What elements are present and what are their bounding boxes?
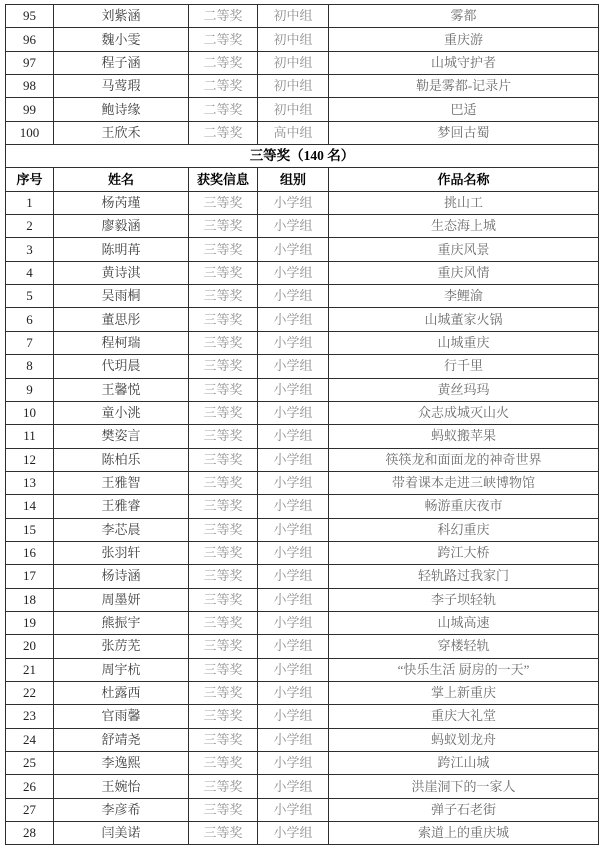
rank-cell: 26 xyxy=(6,775,54,798)
name-cell: 魏小雯 xyxy=(54,28,189,51)
name-cell: 王婉怡 xyxy=(54,775,189,798)
group-cell: 小学组 xyxy=(258,215,329,238)
rank-cell: 20 xyxy=(6,635,54,658)
work-cell: 勒是雾都-记录片 xyxy=(329,75,599,98)
rank-cell: 98 xyxy=(6,75,54,98)
table-row xyxy=(6,565,599,588)
name-cell: 张苈芜 xyxy=(54,635,189,658)
group-cell: 高中组 xyxy=(258,121,329,144)
award-cell: 三等奖 xyxy=(189,752,258,775)
rank-cell: 95 xyxy=(6,5,54,28)
rank-cell: 3 xyxy=(6,238,54,261)
group-cell: 小学组 xyxy=(258,705,329,728)
name-cell: 王欣禾 xyxy=(54,121,189,144)
table-row xyxy=(6,355,599,378)
table-row xyxy=(6,822,599,845)
name-cell: 陈柏乐 xyxy=(54,448,189,471)
award-cell: 二等奖 xyxy=(189,75,258,98)
name-cell: 官雨馨 xyxy=(54,705,189,728)
name-cell: 王雅智 xyxy=(54,471,189,494)
rank-cell: 97 xyxy=(6,51,54,74)
work-cell: 轻轨路过我家门 xyxy=(329,565,599,588)
table-row xyxy=(6,98,599,121)
rank-cell: 5 xyxy=(6,285,54,308)
rank-cell: 23 xyxy=(6,705,54,728)
name-cell: 周宇杭 xyxy=(54,658,189,681)
work-cell: 众志成城灭山火 xyxy=(329,401,599,424)
rank-cell: 10 xyxy=(6,401,54,424)
name-cell: 代玥晨 xyxy=(54,355,189,378)
work-cell: 蚂蚁划龙舟 xyxy=(329,728,599,751)
rank-cell: 2 xyxy=(6,215,54,238)
group-cell: 小学组 xyxy=(258,541,329,564)
rank-cell: 25 xyxy=(6,752,54,775)
work-cell: 李鲤渝 xyxy=(329,285,599,308)
second-prize-rows xyxy=(6,5,599,145)
table-row xyxy=(6,752,599,775)
award-cell: 二等奖 xyxy=(189,5,258,28)
award-cell: 三等奖 xyxy=(189,355,258,378)
group-cell: 小学组 xyxy=(258,425,329,448)
name-cell: 黄诗淇 xyxy=(54,261,189,284)
group-cell: 初中组 xyxy=(258,98,329,121)
table-row xyxy=(6,705,599,728)
work-cell: 畅游重庆夜市 xyxy=(329,495,599,518)
table-row xyxy=(6,285,599,308)
table-row xyxy=(6,518,599,541)
work-cell: 弹子石老街 xyxy=(329,798,599,821)
award-cell: 三等奖 xyxy=(189,588,258,611)
rank-cell: 8 xyxy=(6,355,54,378)
rank-cell: 9 xyxy=(6,378,54,401)
name-cell: 周墨妍 xyxy=(54,588,189,611)
column-header-award: 获奖信息 xyxy=(189,168,258,191)
work-cell: 掌上新重庆 xyxy=(329,681,599,704)
name-cell: 李彦希 xyxy=(54,798,189,821)
group-cell: 小学组 xyxy=(258,308,329,331)
award-cell: 三等奖 xyxy=(189,798,258,821)
name-cell: 李芯晨 xyxy=(54,518,189,541)
table-row xyxy=(6,5,599,28)
award-cell: 三等奖 xyxy=(189,331,258,354)
award-cell: 三等奖 xyxy=(189,191,258,214)
group-cell: 小学组 xyxy=(258,471,329,494)
table-row xyxy=(6,611,599,634)
rank-cell: 96 xyxy=(6,28,54,51)
group-cell: 小学组 xyxy=(258,775,329,798)
table-row xyxy=(6,588,599,611)
table-row xyxy=(6,191,599,214)
award-cell: 三等奖 xyxy=(189,308,258,331)
award-cell: 三等奖 xyxy=(189,215,258,238)
work-cell: 山城守护者 xyxy=(329,51,599,74)
group-cell: 小学组 xyxy=(258,752,329,775)
name-cell: 李逸熙 xyxy=(54,752,189,775)
third-prize-rows xyxy=(6,191,599,845)
award-cell: 三等奖 xyxy=(189,238,258,261)
work-cell: 挑山工 xyxy=(329,191,599,214)
name-cell: 王馨悦 xyxy=(54,378,189,401)
name-cell: 吴雨桐 xyxy=(54,285,189,308)
table-row xyxy=(6,121,599,144)
column-header-row xyxy=(6,168,599,191)
work-cell: 重庆游 xyxy=(329,28,599,51)
rank-cell: 6 xyxy=(6,308,54,331)
name-cell: 鲍诗缘 xyxy=(54,98,189,121)
section-header-row xyxy=(6,145,599,168)
rank-cell: 22 xyxy=(6,681,54,704)
rank-cell: 17 xyxy=(6,565,54,588)
work-cell: 黄丝玛玛 xyxy=(329,378,599,401)
work-cell: 行千里 xyxy=(329,355,599,378)
award-cell: 三等奖 xyxy=(189,378,258,401)
award-cell: 三等奖 xyxy=(189,728,258,751)
work-cell: 筷筷龙和面面龙的神奇世界 xyxy=(329,448,599,471)
group-cell: 初中组 xyxy=(258,28,329,51)
rank-cell: 18 xyxy=(6,588,54,611)
award-cell: 三等奖 xyxy=(189,425,258,448)
name-cell: 陈明苒 xyxy=(54,238,189,261)
column-header-name: 姓名 xyxy=(54,168,189,191)
column-header-group: 组别 xyxy=(258,168,329,191)
awards-table xyxy=(5,4,599,845)
award-cell: 三等奖 xyxy=(189,565,258,588)
rank-cell: 1 xyxy=(6,191,54,214)
award-cell: 三等奖 xyxy=(189,541,258,564)
column-header-rank: 序号 xyxy=(6,168,54,191)
table-row xyxy=(6,401,599,424)
award-cell: 三等奖 xyxy=(189,261,258,284)
table-row xyxy=(6,775,599,798)
group-cell: 小学组 xyxy=(258,798,329,821)
award-cell: 三等奖 xyxy=(189,705,258,728)
table-row xyxy=(6,215,599,238)
group-cell: 小学组 xyxy=(258,331,329,354)
group-cell: 小学组 xyxy=(258,611,329,634)
rank-cell: 11 xyxy=(6,425,54,448)
name-cell: 杨芮瑾 xyxy=(54,191,189,214)
award-cell: 三等奖 xyxy=(189,401,258,424)
rank-cell: 12 xyxy=(6,448,54,471)
name-cell: 童小洮 xyxy=(54,401,189,424)
group-cell: 小学组 xyxy=(258,681,329,704)
award-cell: 三等奖 xyxy=(189,611,258,634)
name-cell: 王雅睿 xyxy=(54,495,189,518)
rank-cell: 19 xyxy=(6,611,54,634)
work-cell: 山城重庆 xyxy=(329,331,599,354)
table-row xyxy=(6,635,599,658)
award-cell: 三等奖 xyxy=(189,518,258,541)
rank-cell: 13 xyxy=(6,471,54,494)
name-cell: 董思彤 xyxy=(54,308,189,331)
table-row xyxy=(6,541,599,564)
work-cell: 重庆风景 xyxy=(329,238,599,261)
work-cell: 带着课本走进三峡博物馆 xyxy=(329,471,599,494)
group-cell: 小学组 xyxy=(258,285,329,308)
group-cell: 小学组 xyxy=(258,822,329,845)
table-row xyxy=(6,51,599,74)
award-cell: 二等奖 xyxy=(189,121,258,144)
rank-cell: 15 xyxy=(6,518,54,541)
group-cell: 小学组 xyxy=(258,658,329,681)
rank-cell: 7 xyxy=(6,331,54,354)
table-row xyxy=(6,495,599,518)
group-cell: 小学组 xyxy=(258,565,329,588)
name-cell: 熊振宇 xyxy=(54,611,189,634)
work-cell: 雾都 xyxy=(329,5,599,28)
award-cell: 二等奖 xyxy=(189,28,258,51)
name-cell: 程柯瑞 xyxy=(54,331,189,354)
table-row xyxy=(6,728,599,751)
rank-cell: 28 xyxy=(6,822,54,845)
rank-cell: 16 xyxy=(6,541,54,564)
table-row xyxy=(6,425,599,448)
work-cell: 梦回古蜀 xyxy=(329,121,599,144)
work-cell: 李子坝轻轨 xyxy=(329,588,599,611)
award-cell: 三等奖 xyxy=(189,471,258,494)
name-cell: 马莺瑕 xyxy=(54,75,189,98)
award-cell: 二等奖 xyxy=(189,51,258,74)
rank-cell: 100 xyxy=(6,121,54,144)
name-cell: 张羽轩 xyxy=(54,541,189,564)
work-cell: 蚂蚁搬苹果 xyxy=(329,425,599,448)
work-cell: 索道上的重庆城 xyxy=(329,822,599,845)
work-cell: 科幻重庆 xyxy=(329,518,599,541)
group-cell: 小学组 xyxy=(258,518,329,541)
group-cell: 小学组 xyxy=(258,635,329,658)
award-cell: 三等奖 xyxy=(189,822,258,845)
rank-cell: 14 xyxy=(6,495,54,518)
name-cell: 闫美诺 xyxy=(54,822,189,845)
rank-cell: 21 xyxy=(6,658,54,681)
rank-cell: 99 xyxy=(6,98,54,121)
work-cell: 重庆大礼堂 xyxy=(329,705,599,728)
rank-cell: 27 xyxy=(6,798,54,821)
table-row xyxy=(6,238,599,261)
award-cell: 三等奖 xyxy=(189,448,258,471)
name-cell: 刘紫涵 xyxy=(54,5,189,28)
work-cell: 跨江大桥 xyxy=(329,541,599,564)
award-cell: 三等奖 xyxy=(189,285,258,308)
work-cell: 穿楼轻轨 xyxy=(329,635,599,658)
group-cell: 小学组 xyxy=(258,191,329,214)
group-cell: 小学组 xyxy=(258,238,329,261)
work-cell: 洪崖洞下的一家人 xyxy=(329,775,599,798)
table-row xyxy=(6,308,599,331)
table-row xyxy=(6,28,599,51)
table-row xyxy=(6,471,599,494)
group-cell: 小学组 xyxy=(258,261,329,284)
work-cell: 生态海上城 xyxy=(329,215,599,238)
table-row xyxy=(6,798,599,821)
group-cell: 初中组 xyxy=(258,5,329,28)
award-cell: 二等奖 xyxy=(189,98,258,121)
table-row xyxy=(6,681,599,704)
table-row xyxy=(6,75,599,98)
table-row xyxy=(6,261,599,284)
rank-cell: 4 xyxy=(6,261,54,284)
section-header-title: 三等奖（140 名） xyxy=(6,145,599,168)
group-cell: 小学组 xyxy=(258,378,329,401)
work-cell: 跨江山城 xyxy=(329,752,599,775)
name-cell: 樊姿言 xyxy=(54,425,189,448)
group-cell: 小学组 xyxy=(258,355,329,378)
table-row xyxy=(6,331,599,354)
group-cell: 小学组 xyxy=(258,448,329,471)
work-cell: 山城高速 xyxy=(329,611,599,634)
group-cell: 小学组 xyxy=(258,728,329,751)
work-cell: 巴适 xyxy=(329,98,599,121)
work-cell: “快乐生活 厨房的一天” xyxy=(329,658,599,681)
group-cell: 初中组 xyxy=(258,51,329,74)
work-cell: 重庆风情 xyxy=(329,261,599,284)
rank-cell: 24 xyxy=(6,728,54,751)
group-cell: 小学组 xyxy=(258,588,329,611)
name-cell: 廖毅涵 xyxy=(54,215,189,238)
column-header-work: 作品名称 xyxy=(329,168,599,191)
table-row xyxy=(6,448,599,471)
award-cell: 三等奖 xyxy=(189,681,258,704)
name-cell: 杜露西 xyxy=(54,681,189,704)
name-cell: 舒靖尧 xyxy=(54,728,189,751)
work-cell: 山城董家火锅 xyxy=(329,308,599,331)
group-cell: 小学组 xyxy=(258,495,329,518)
table-row xyxy=(6,378,599,401)
table-row xyxy=(6,658,599,681)
award-cell: 三等奖 xyxy=(189,635,258,658)
group-cell: 初中组 xyxy=(258,75,329,98)
award-cell: 三等奖 xyxy=(189,495,258,518)
group-cell: 小学组 xyxy=(258,401,329,424)
name-cell: 程子涵 xyxy=(54,51,189,74)
award-cell: 三等奖 xyxy=(189,658,258,681)
name-cell: 杨诗涵 xyxy=(54,565,189,588)
award-cell: 三等奖 xyxy=(189,775,258,798)
